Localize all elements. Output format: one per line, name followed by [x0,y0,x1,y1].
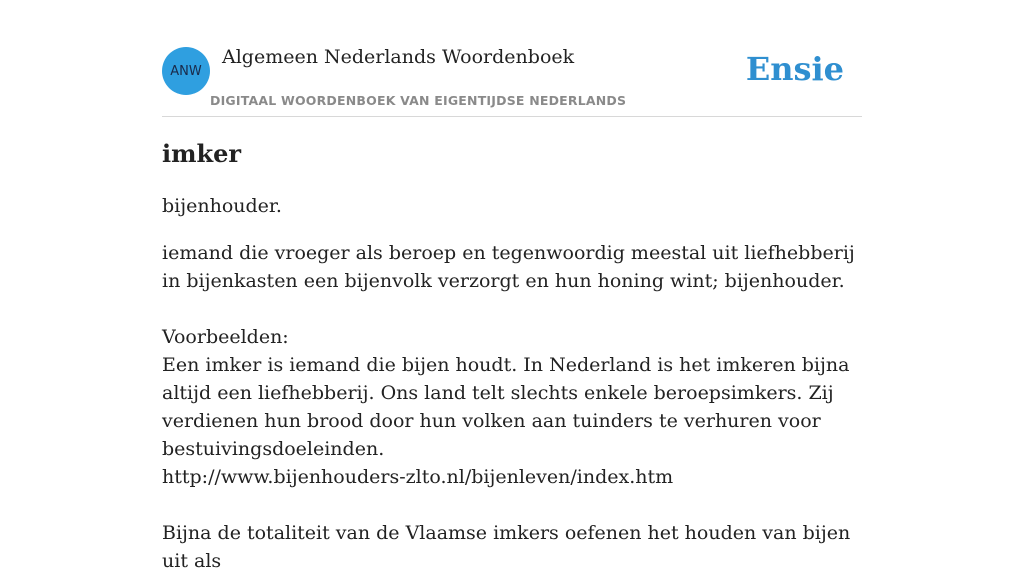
spacer [162,295,862,323]
site-title[interactable]: Algemeen Nederlands Woordenboek [222,46,575,68]
site-header [162,40,862,117]
example-source-link[interactable]: http://www.bijenhouders-zlto.nl/bijenleven/index.htm [162,466,674,488]
definition: iemand die vroeger als beroep en tegenwoordig meestal uit liefhebberij in bijenkasten een bijenvolk verzorgt en hun honing wint; bijenhouder. [162,242,855,292]
example-text: Bijna de totaliteit van de Vlaamse imkers oefenen het houden van bijen uit als [162,522,851,572]
ensie-brand-logo[interactable]: Ensie [745,50,844,88]
short-definition: bijenhouder. [162,195,282,217]
example-text: Een imker is iemand die bijen houdt. In Nederland is het imkeren bijna altijd een liefhebberij. Ons land telt slechts enkele beroepsimkers. Zij verdienen hun brood door hun volken aan tuinders te verhuren voor bestuivingsdoeleinden. [162,354,850,460]
site-subtitle: DIGITAAL WOORDENBOEK VAN EIGENTIJDSE NEDERLANDS [210,93,627,108]
spacer [162,491,862,519]
headword: imker [162,139,242,168]
examples-label: Voorbeelden: [162,326,289,348]
logo-text: ANW [170,63,202,79]
entry-content [162,138,862,575]
anw-logo[interactable] [162,47,210,95]
